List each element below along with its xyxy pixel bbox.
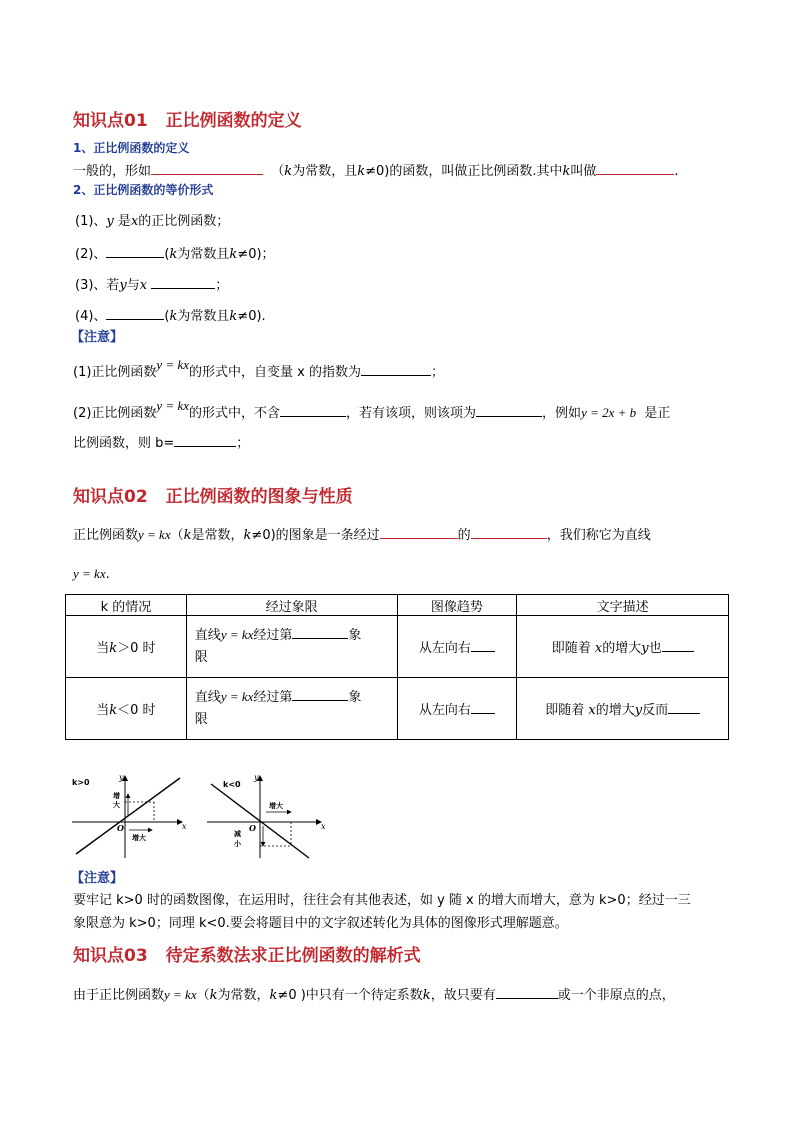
graph2-label: k<0 [223,780,241,789]
svg-text:大: 大 [113,801,120,809]
blank-term-value [476,402,542,417]
table-header: 图像趋势 [397,595,517,616]
table-row [66,616,729,678]
section3-number: 知识点03 [73,946,148,966]
note-2-cont: 比例函数，则 b= ； [73,432,249,451]
subheading-equivalent-forms: 2、正比例函数的等价形式 [73,183,214,197]
svg-text:增大: 增大 [132,834,146,842]
blank-shape [471,524,547,539]
svg-text:增大: 增大 [269,802,283,810]
blank-passes-through [380,524,458,539]
table-cell-quadrant: 直线y = kx经过第 象 限 [186,616,397,678]
table-cell-case: 当k＜0 时 [66,678,187,740]
svg-text:减: 减 [234,830,241,838]
graph-k-negative [205,770,330,860]
table-header: k 的情况 [66,595,187,616]
section1-title: 正比例函数的定义 [165,111,302,131]
svg-text:x: x [321,822,326,831]
table-header: 文字描述 [517,595,729,616]
graph1-label: k>0 [72,778,90,787]
svg-text:增: 增 [113,792,120,800]
blank-condition [496,984,558,999]
blank-form-4 [106,305,164,320]
graph-property-line: 正比例函数y = kx（k是常数，k≠0)的图象是一条经过 的 ，我们称它为直线 [73,524,651,543]
definition-line: 一般的，形如 （k为常数，且k≠0)的函数，叫做正比例函数.其中k叫做 . [73,160,679,179]
svg-text:y: y [119,773,124,782]
table-cell-quadrant: 直线y = kx经过第 象 限 [186,678,397,740]
section1-heading [73,106,302,131]
svg-text:x: x [182,822,187,831]
note-2: (2)正比例函数y = kx的形式中，不含 ，若有该项，则该项为 ，例如y = 2x + b 是正 [73,398,671,421]
table-cell-desc: 即随着 x的增大y也 [517,616,729,678]
table-header-row [66,595,729,616]
table-cell-trend: 从左向右 [397,678,517,740]
blank-form-3 [151,274,215,289]
equivalent-form-2: (2)、 (k为常数且k≠0)； [75,243,275,262]
note-heading-2: 【注意】 [71,871,124,886]
equivalent-form-1: (1)、y 是x的正比例函数； [75,214,230,229]
section3-title: 待定系数法求正比例函数的解析式 [165,946,421,966]
svg-text:O: O [249,823,256,833]
svg-text:y: y [254,773,259,782]
note-1: (1)正比例函数y = kx的形式中，自变量 x 的指数为 ； [73,357,444,380]
note-heading-1: 【注意】 [71,330,124,345]
svg-text:O: O [117,823,124,833]
equivalent-form-4: (4)、 (k为常数且k≠0). [75,305,266,324]
table-cell-desc: 即随着 x的增大y反而 [517,678,729,740]
equivalent-form-3: (3)、若y与x ； [75,274,228,293]
subheading-definition: 1、正比例函数的定义 [73,141,190,155]
table-header: 经过象限 [186,595,397,616]
table-row [66,678,729,740]
section2-title: 正比例函数的图象与性质 [165,487,353,507]
section2-number: 知识点02 [73,487,148,507]
graph-k-positive [70,770,190,860]
blank-b [174,432,236,447]
blank-exponent [361,361,431,376]
section3-heading [73,941,421,966]
section2-heading [73,482,353,507]
table-cell-case: 当k＞0 时 [66,616,187,678]
section1-number: 知识点01 [73,111,148,131]
note-text-line-2: 象限意为 k>0；同理 k<0.要会将题目中的文字叙述转化为具体的图像形式理解题意。 [73,916,568,931]
note-text-line-1: 要牢记 k>0 时的函数图像，在运用时，往往会有其他表述，如 y 随 x 的增大而增大，意为 k>0；经过一三 [73,893,691,908]
graph-property-line-2: y = kx. [73,566,110,582]
table-cell-trend: 从左向右 [397,616,517,678]
blank-form [151,160,263,175]
method-line: 由于正比例函数y = kx（k为常数，k≠0 )中只有一个待定系数k，故只要有 或一个非原点的点， [73,984,675,1003]
svg-text:小: 小 [234,840,241,848]
blank-form-2 [106,243,164,258]
blank-k-name [596,160,674,175]
blank-term [280,402,346,417]
properties-table [65,594,729,740]
